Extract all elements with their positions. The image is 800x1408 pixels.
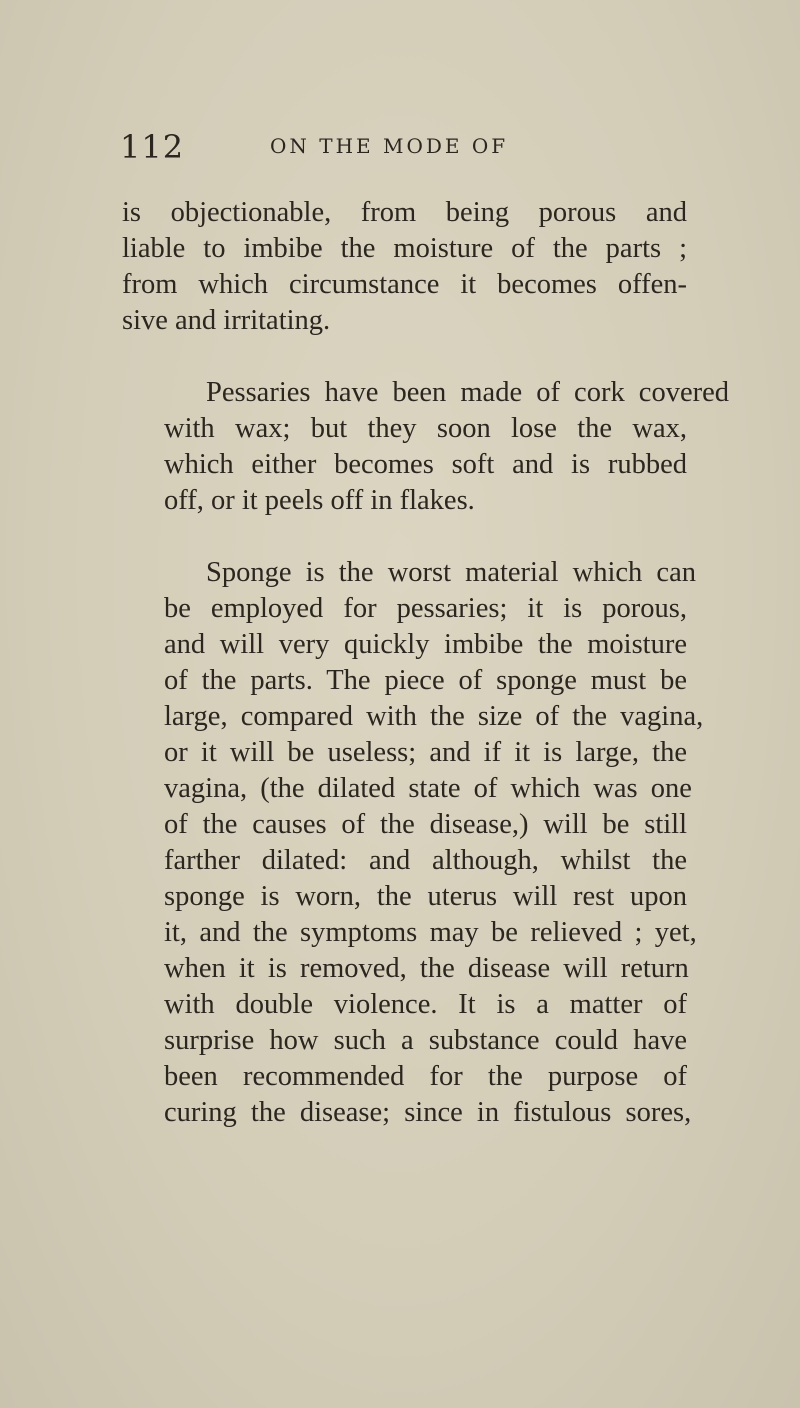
text-line: which either becomes soft and is rubbed <box>164 449 687 480</box>
text-line: with wax; but they soon lose the wax, <box>164 413 687 444</box>
text-line: large, compared with the size of the vagina, <box>164 701 704 732</box>
text-line: sive and irritating. <box>122 305 331 336</box>
page-number: 112 <box>120 128 185 166</box>
text-line: off, or it peels off in flakes. <box>164 485 475 516</box>
text-line: sponge is worn, the uterus will rest upon <box>164 881 687 912</box>
text-line: from which circumstance it becomes offen- <box>122 269 687 300</box>
running-head <box>120 128 690 176</box>
text-line: when it is removed, the disease will return <box>164 953 689 984</box>
running-title: ON THE MODE OF <box>270 134 509 158</box>
text-line: and will very quickly imbibe the moisture <box>164 629 687 660</box>
paragraph-3 <box>122 555 704 1131</box>
text-line: Sponge is the worst material which can <box>206 557 696 588</box>
body-text <box>122 195 729 1167</box>
text-line: be employed for pessaries; it is porous, <box>164 593 687 624</box>
text-line: with double violence. It is a matter of <box>164 989 687 1020</box>
text-line: surprise how such a substance could have <box>164 1025 687 1056</box>
text-line: it, and the symptoms may be relieved ; yet, <box>164 917 697 948</box>
text-line: farther dilated: and although, whilst the <box>164 845 687 876</box>
text-line: Pessaries have been made of cork covered <box>206 377 729 408</box>
text-line: or it will be useless; and if it is large, the <box>164 737 687 768</box>
text-line: been recommended for the purpose of <box>164 1061 687 1092</box>
text-line: liable to imbibe the moisture of the parts ; <box>122 233 687 264</box>
text-line: of the parts. The piece of sponge must be <box>164 665 687 696</box>
paragraph-1 <box>122 195 687 339</box>
text-line: vagina, (the dilated state of which was one <box>164 773 692 804</box>
text-line: of the causes of the disease,) will be still <box>164 809 687 840</box>
text-line: is objectionable, from being porous and <box>122 197 687 228</box>
text-line: curing the disease; since in fistulous sores, <box>164 1097 692 1128</box>
paragraph-2 <box>122 375 729 519</box>
